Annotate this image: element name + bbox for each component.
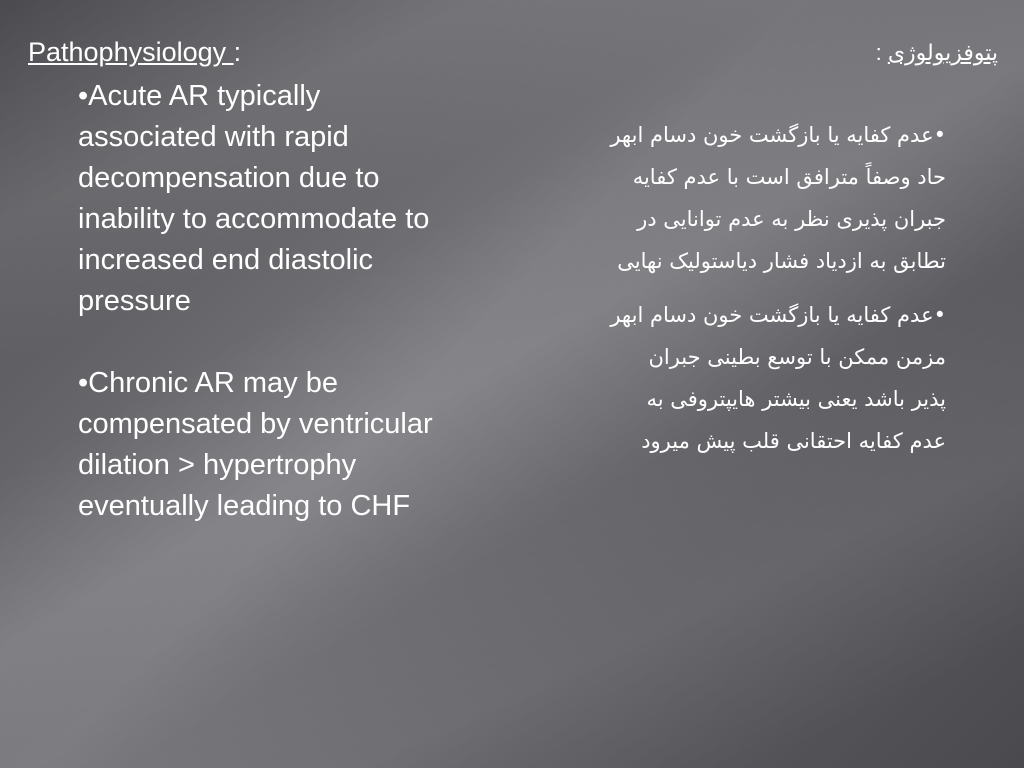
persian-heading-colon: :: [875, 40, 882, 65]
english-bullet-item-acute: [78, 76, 508, 322]
persian-line: حاد وصفاً مترافق است با عدم کفایه: [632, 165, 946, 189]
persian-line-text: عدم کفایه یا بازگشت خون دسام ابهر: [610, 123, 934, 147]
persian-bullet-item-acute: [506, 114, 946, 282]
persian-bullet-list: [506, 114, 946, 474]
persian-line: پذیر باشد یعنی بیشتر هایپتروفی به: [646, 387, 946, 411]
bullet-marker: •: [78, 367, 89, 399]
english-heading-colon: :: [233, 37, 242, 67]
persian-heading: [876, 38, 998, 68]
english-heading: [28, 36, 241, 69]
english-line: Chronic AR may be: [88, 367, 338, 399]
english-line: pressure: [78, 285, 191, 317]
bullet-marker: •: [933, 303, 946, 327]
persian-bullet-item-chronic: [506, 294, 946, 462]
persian-line: مزمن ممکن با توسع بطینی جبران: [648, 345, 946, 369]
english-line: compensated by ventricular: [78, 408, 433, 440]
persian-line: جبران پذیری نظر به عدم توانایی در: [637, 207, 946, 231]
persian-line: عدم کفایه احتقانی قلب پیش میرود: [641, 429, 946, 453]
english-line: inability to accommodate to: [78, 203, 430, 235]
english-line: dilation > hypertrophy: [78, 449, 357, 481]
english-bullet-list: [78, 76, 508, 527]
persian-line: [506, 294, 946, 336]
english-line: increased end diastolic: [78, 244, 374, 276]
english-line: associated with rapid: [78, 121, 349, 153]
persian-line: [506, 114, 946, 156]
english-heading-text: Pathophysiology: [28, 37, 234, 67]
english-bullet-item-chronic: [78, 363, 508, 527]
english-line: Acute AR typically: [88, 80, 321, 112]
english-line: decompensation due to: [78, 162, 380, 194]
persian-line-text: عدم کفایه یا بازگشت خون دسام ابهر: [610, 303, 934, 327]
english-line: eventually leading to CHF: [78, 490, 411, 522]
persian-line: تطابق به ازدیاد فشار دیاستولیک نهایی: [617, 249, 946, 273]
bullet-marker: •: [78, 80, 89, 112]
persian-heading-text: پتوفزیولوژی: [887, 40, 998, 65]
bullet-marker: •: [933, 123, 946, 147]
